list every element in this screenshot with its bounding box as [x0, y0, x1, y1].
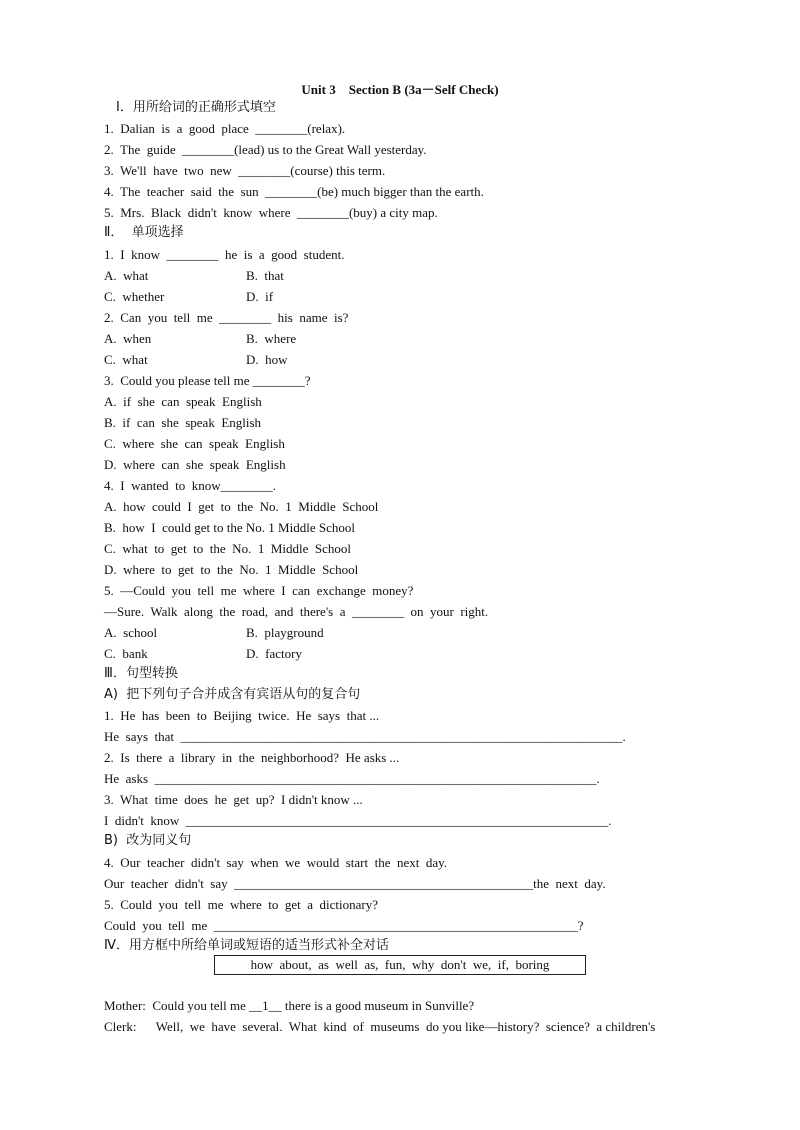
- dialogue-line-mother: Mother: Could you tell me __1__ there is a good museum in Sunville?: [104, 998, 475, 1013]
- s3-item-5-answer: Could you tell me ________________________________________________________?: [104, 918, 584, 933]
- section-1-heading: Ⅰ．用所给词的正确形式填空: [116, 100, 276, 115]
- page-title: Unit 3 Section B (3a－Self Check): [301, 82, 499, 97]
- s2-q1-option-a: A. what: [104, 268, 149, 283]
- s2-q4-option-a: A. how could I get to the No. 1 Middle School: [104, 499, 379, 514]
- s1-item-3: 3. We'll have two new ________(course) this term.: [104, 163, 386, 178]
- s1-item-4: 4. The teacher said the sun ________(be) much bigger than the earth.: [104, 184, 484, 199]
- s2-q2-option-a: A. when: [104, 331, 152, 346]
- s3-item-4: 4. Our teacher didn't say when we would start the next day.: [104, 855, 448, 870]
- s2-q4-option-b: B. how I could get to the No. 1 Middle School: [104, 520, 355, 535]
- s1-item-2: 2. The guide ________(lead) us to the Great Wall yesterday.: [104, 142, 427, 157]
- s3-item-1: 1. He has been to Beijing twice. He says that ...: [104, 708, 380, 723]
- s2-q1-option-c: C. whether: [104, 289, 165, 304]
- s2-q5-option-a: A. school: [104, 625, 158, 640]
- section-2-heading: Ⅱ． 单项选择: [104, 225, 184, 240]
- s3-part-a-heading: A) 把下列句子合并成含有宾语从句的复合句: [104, 687, 361, 702]
- s2-q1-option-b: B. that: [246, 268, 284, 283]
- s2-q3-option-b: B. if can she speak English: [104, 415, 262, 430]
- s2-q4-option-d: D. where to get to the No. 1 Middle School: [104, 562, 359, 577]
- s2-q5-option-d: D. factory: [246, 646, 302, 661]
- dialogue-line-clerk: Clerk: Well, we have several. What kind of museums do you like—history? science? a children's: [104, 1019, 656, 1034]
- s2-q5-option-b: B. playground: [246, 625, 324, 640]
- s1-item-5: 5. Mrs. Black didn't know where ________(buy) a city map.: [104, 205, 438, 220]
- s3-item-1-answer: He says that ____________________________________________________________________.: [104, 729, 626, 744]
- s2-q2-option-d: D. how: [246, 352, 288, 367]
- s3-item-3: 3. What time does he get up? I didn't know ...: [104, 792, 363, 807]
- s2-q4-option-c: C. what to get to the No. 1 Middle School: [104, 541, 351, 556]
- word-bank-box: how about, as well as, fun, why don't we, if, boring: [214, 955, 586, 975]
- s2-q3-option-d: D. where can she speak English: [104, 457, 286, 472]
- s2-q3-option-a: A. if she can speak English: [104, 394, 262, 409]
- s2-question-5: 5. —Could you tell me where I can exchange money?: [104, 583, 414, 598]
- s2-question-2: 2. Can you tell me ________ his name is?: [104, 310, 349, 325]
- s2-question-4: 4. I wanted to know________.: [104, 478, 276, 493]
- s3-item-2-answer: He asks ____________________________________________________________________.: [104, 771, 600, 786]
- s2-q5-option-c: C. bank: [104, 646, 148, 661]
- s2-question-5-reply: —Sure. Walk along the road, and there's a ________ on your right.: [104, 604, 489, 619]
- s3-item-2: 2. Is there a library in the neighborhood? He asks ...: [104, 750, 400, 765]
- s2-q2-option-b: B. where: [246, 331, 297, 346]
- s2-q2-option-c: C. what: [104, 352, 148, 367]
- s3-item-4-answer: Our teacher didn't say ______________________________________________the next day.: [104, 876, 606, 891]
- s2-q1-option-d: D. if: [246, 289, 274, 304]
- s2-q3-option-c: C. where she can speak English: [104, 436, 285, 451]
- s1-item-1: 1. Dalian is a good place ________(relax).: [104, 121, 346, 136]
- s2-question-3: 3. Could you please tell me ________?: [104, 373, 311, 388]
- s2-question-1: 1. I know ________ he is a good student.: [104, 247, 345, 262]
- section-3-heading: Ⅲ．句型转换: [104, 666, 178, 681]
- s3-item-5: 5. Could you tell me where to get a dictionary?: [104, 897, 379, 912]
- s3-part-b-heading: B) 改为同义句: [104, 833, 192, 848]
- s3-item-3-answer: I didn't know _________________________________________________________________.: [104, 813, 612, 828]
- section-4-heading: Ⅳ．用方框中所给单词或短语的适当形式补全对话: [104, 938, 389, 953]
